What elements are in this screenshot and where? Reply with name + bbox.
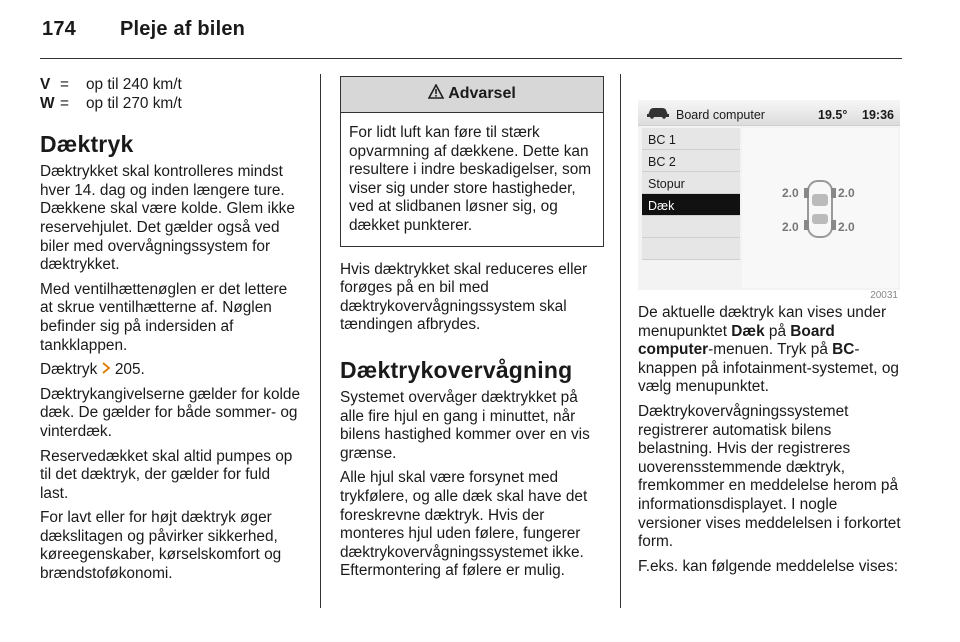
section-heading-tpms: Dæktrykovervågning <box>340 356 573 383</box>
tyre-rear-right: 2.0 <box>838 220 855 234</box>
page-header <box>42 18 245 41</box>
spec-value: op til 270 km/t <box>86 94 182 112</box>
speed-spec-w <box>40 95 302 114</box>
spec-key: W <box>40 94 55 112</box>
screen-status-bar <box>638 100 900 126</box>
paragraph: Dæktrykket skal kontrolleres mindst hver 14. dag og inden længere ture. Dækkene skal være kolde. Glem ikke reservehjulet. Det gælder også ved biler med overvågningssystem for dæktrykket. <box>40 163 295 274</box>
header-divider <box>40 58 902 59</box>
reference-text: Dæktryk <box>40 361 98 379</box>
screen-time: 19:36 <box>862 108 894 122</box>
page-number: 174 <box>42 18 76 40</box>
paragraph: Med ventilhættenøglen er det lettere at skrue ventilhætterne af. Nøglen befinder sig på indersiden af tankklappen. <box>40 280 288 354</box>
screen-menu <box>642 128 740 260</box>
paragraph: Hvis dæktrykket skal reduceres eller forøges på en bil med dæktrykovervågningssystem skal tændingen afbrydes. <box>340 260 588 334</box>
paragraph: Systemet overvåger dæktrykket på alle fire hjul en gang i minuttet, når bilens hastighed kommer over en vis grænse. <box>340 388 590 462</box>
warning-triangle-icon <box>428 84 444 105</box>
menu-item-bc1: BC 1 <box>642 128 740 150</box>
menu-item-daek: Dæk <box>642 194 740 216</box>
page-title: Pleje af bilen <box>120 18 246 40</box>
text-run: på <box>764 322 791 340</box>
spec-value: op til 240 km/t <box>86 76 182 93</box>
column-divider-1 <box>320 74 321 608</box>
text-run: -knappen på infotainment-systemet, og vælg menupunktet. <box>638 341 899 396</box>
screen-temperature: 19.5° <box>818 108 848 122</box>
menu-item-stopur: Stopur <box>642 172 740 194</box>
car-topview-icon <box>804 178 836 240</box>
tyre-front-right: 2.0 <box>838 186 855 200</box>
paragraph: For lavt eller for højt dæktryk øger dækslitagen og påvirker sikkerhed, køreegenskaber, kørselskomfort og brændstoføkonomi. <box>40 509 282 583</box>
warning-title: Advarsel <box>448 85 516 103</box>
menu-name-board-computer: Board computer <box>638 322 835 359</box>
image-id: 20031 <box>870 290 898 302</box>
spec-eq: = <box>60 94 69 112</box>
paragraph: Alle hjul skal være forsynet med trykfølere, og alle dæk skal have det foreskrevne dæktryk. Hvis der monteres hjul uden følere, fungerer dæktrykovervågningssystemet ikke. Eftermontering af følere er mulig. <box>340 469 588 580</box>
tyre-pressure-panel <box>742 128 898 288</box>
menu-item-empty <box>642 216 740 238</box>
text-run: De aktuelle dæktryk kan vises under menupunktet <box>638 304 887 340</box>
paragraph: Reservedækket skal altid pumpes op til det dæktryk, der gælder for fuld last. <box>40 447 293 502</box>
tyre-front-left: 2.0 <box>782 186 799 200</box>
menu-item-bc2: BC 2 <box>642 150 740 172</box>
paragraph: Dæktrykangivelserne gælder for kolde dæk. De gælder for både sommer- og vinterdæk. <box>40 385 301 440</box>
warning-header <box>341 77 603 113</box>
paragraph: F.eks. kan følgende meddelelse vises: <box>638 557 899 575</box>
speed-spec-v <box>40 76 302 95</box>
board-computer-screen-image <box>638 100 900 302</box>
screen-title: Board computer <box>676 108 765 122</box>
paragraph-reference <box>40 361 302 380</box>
car-icon <box>646 106 670 125</box>
column-3 <box>638 76 902 582</box>
spec-eq: = <box>60 76 69 93</box>
spec-key: V <box>40 76 51 93</box>
text-run: -menuen. Tryk på <box>708 341 833 359</box>
menu-name-daek: Dæk <box>731 322 765 340</box>
menu-item-empty <box>642 238 740 260</box>
warning-box <box>340 76 604 247</box>
section-heading-tyre-pressure: Dæktryk <box>40 131 134 158</box>
column-2 <box>340 76 602 587</box>
page-ref-arrow-icon <box>102 361 115 378</box>
paragraph <box>638 304 902 397</box>
button-name-bc: BC <box>832 341 855 359</box>
paragraph: Dæktrykovervågningssystemet registrerer automatisk bilens belastning. Hvis der registreres uoverensstemmende dæktryk, fremkommer en meddelelse herom på informationsdisplayet. I nogle versioner vises meddelelsen i forkortet form. <box>638 402 901 551</box>
page-reference-link[interactable]: 205. <box>114 361 145 379</box>
column-divider-2 <box>620 74 621 608</box>
warning-text: For lidt luft kan føre til stærk opvarmning af dækkene. Dette kan resultere i indre beskadigelser, som viser sig under store hastigheder, ved at slidbanen løsner sig, og dækket punkterer. <box>349 124 592 234</box>
column-1 <box>40 76 302 590</box>
tyre-rear-left: 2.0 <box>782 220 799 234</box>
